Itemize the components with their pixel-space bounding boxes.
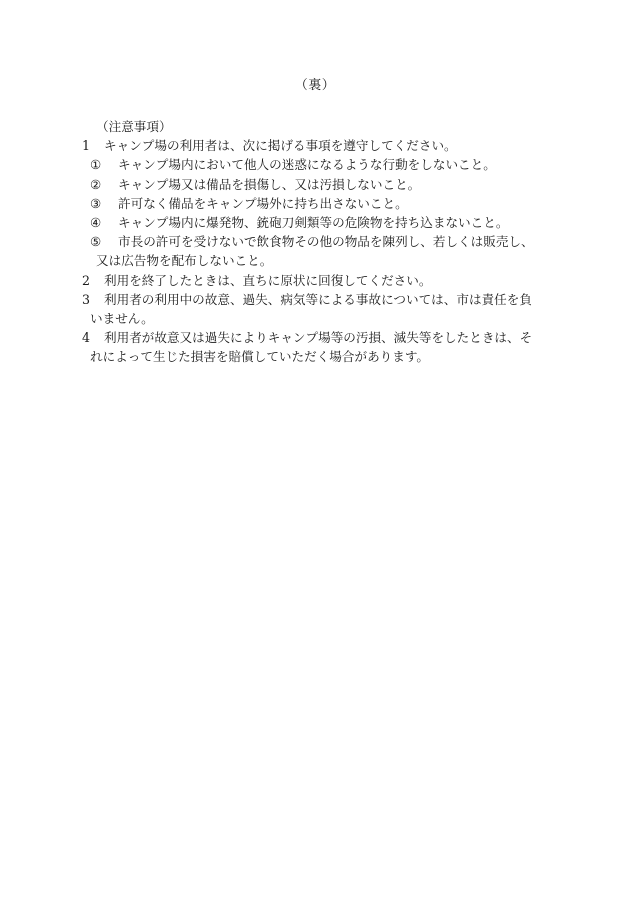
item-text-line-2: いません。	[90, 311, 154, 327]
notice-item-4-continuation	[82, 347, 572, 366]
item-text-line-1: 利用者が故意又は過失によりキャンプ場等の汚損、滅失等をしたときは、そ	[104, 330, 533, 346]
subitem-4	[82, 213, 572, 232]
subitem-5-continuation	[82, 251, 572, 270]
notes-heading: （注意事項）	[96, 119, 172, 134]
subitem-mark: ①	[90, 157, 102, 173]
page-title: （裏）	[294, 78, 336, 93]
subitem-5	[82, 232, 572, 251]
item-text: 利用を終了したときは、直ちに原状に回復してください。	[104, 272, 432, 288]
subitem-text: キャンプ場内において他人の迷惑になるような行動をしないこと。	[118, 157, 496, 173]
subitem-mark: ②	[90, 176, 102, 192]
subitem-text: キャンプ場内に爆発物、銃砲刀剣類等の危険物を持ち込まないこと。	[118, 215, 509, 231]
notice-item-1	[82, 136, 572, 155]
item-number: 4	[82, 330, 91, 346]
item-number: 2	[82, 272, 91, 288]
notice-item-3-continuation	[82, 309, 572, 328]
subitem-2	[82, 175, 572, 194]
item-text: キャンプ場の利用者は、次に掲げる事項を遵守してください。	[104, 138, 457, 154]
subitem-3	[82, 194, 572, 213]
subitem-text: 許可なく備品をキャンプ場外に持ち出さないこと。	[118, 195, 408, 211]
item-text-line-2: れによって生じた損害を賠償していただく場合があります。	[90, 349, 430, 365]
subitem-mark: ⑤	[90, 234, 102, 250]
item-number: 3	[82, 291, 91, 307]
subitem-mark: ④	[90, 215, 102, 231]
notice-item-2	[82, 271, 572, 290]
item-number: 1	[82, 138, 91, 154]
notice-item-3	[82, 290, 572, 309]
subitem-text: キャンプ場又は備品を損傷し、又は汚損しないこと。	[118, 176, 421, 192]
subitem-1	[82, 155, 572, 174]
notice-item-4	[82, 328, 572, 347]
notes-section	[82, 117, 572, 367]
subitem-mark: ③	[90, 195, 102, 211]
subitem-text-line-1: 市長の許可を受けないで飲食物その他の物品を陳列し、若しくは販売し、	[118, 234, 534, 250]
item-text-line-1: 利用者の利用中の故意、過失、病気等による事故については、市は責任を負	[104, 291, 532, 307]
subitem-text-line-2: 又は広告物を配布しないこと。	[96, 253, 273, 269]
